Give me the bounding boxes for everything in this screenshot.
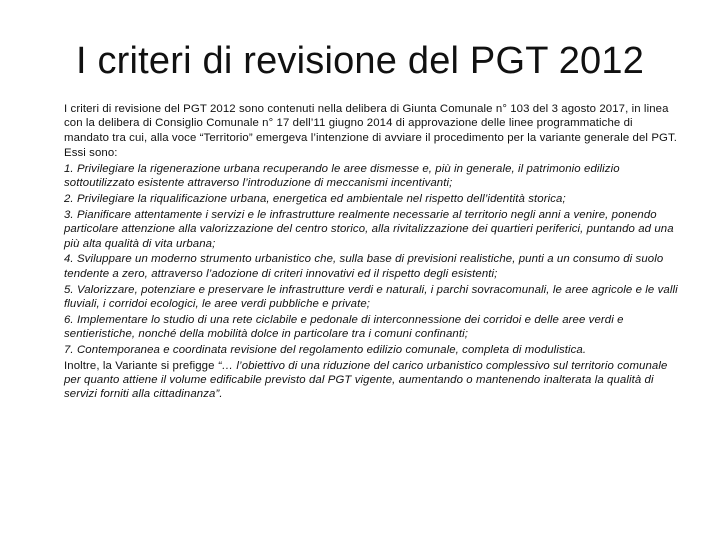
closing-lead: Inoltre, la Variante si prefigge bbox=[64, 359, 218, 372]
slide-body bbox=[64, 102, 680, 403]
slide-title: I criteri di revisione del PGT 2012 bbox=[75, 40, 645, 82]
criterion-item-5: 5. Valorizzare, potenziare e preservare le infrastrutture verdi e naturali, i parchi sovracomunali, le aree agricole e le valli fluviali, i corridoi ecologici, le aree verdi pubbliche e private; bbox=[64, 283, 678, 310]
intro-paragraph: I criteri di revisione del PGT 2012 sono contenuti nella delibera di Giunta Comunale n° 103 del 3 agosto 2017, in linea con la delibera di Consiglio Comunale n° 17 dell’11 giugno 2014 di approvazione delle linee programmatiche di mandato tra cui, alla voce “Territorio” emergeva l’intenzione di avviare il procedimento per la variante generale del PGT. bbox=[64, 103, 678, 144]
criterion-item-6: 6. Implementare lo studio di una rete ciclabile e pedonale di interconnessione dei corridoi e delle aree verdi e sentieristiche, nonché della mobilità dolce in particolare tra i comuni confinanti; bbox=[64, 313, 624, 340]
criterion-item-3: 3. Pianificare attentamente i servizi e le infrastrutture realmente necessarie al territorio negli anni a venire, ponendo particolare attenzione alla valorizzazione del centro storico, alla rivitalizzazione dei quartieri periferici, puntando ad una più alta qualità di vita urbana; bbox=[64, 209, 674, 250]
criterion-item-2: 2. Privilegiare la riqualificazione urbana, energetica ed ambientale nel rispetto dell’identità storica; bbox=[64, 193, 566, 206]
closing-quote: “… l’obiettivo di una riduzione del carico urbanistico complessivo sul territorio comunale per quanto attiene il volume edificabile previsto dal PGT vigente, aumentando o mantenendo inalterata la qualità di servizi forniti alla cittadinanza”. bbox=[64, 359, 668, 401]
criterion-item-7: 7. Contemporanea e coordinata revisione del regolamento edilizio comunale, completa di modulistica. bbox=[64, 343, 587, 356]
list-heading: Essi sono: bbox=[64, 147, 118, 160]
closing-paragraph bbox=[64, 359, 680, 402]
criterion-item-4: 4. Sviluppare un moderno strumento urbanistico che, sulla base di previsioni realistiche, punti a un consumo di suolo tendente a zero, attraverso l’adozione di criteri innovativi ed il rispetto degli esistenti; bbox=[64, 253, 664, 280]
criterion-item-1: 1. Privilegiare la rigenerazione urbana recuperando le aree dismesse e, più in generale, il patrimonio edilizio sottoutilizzato esistente attraverso l’introduzione di meccanismi incentivanti; bbox=[64, 163, 620, 190]
